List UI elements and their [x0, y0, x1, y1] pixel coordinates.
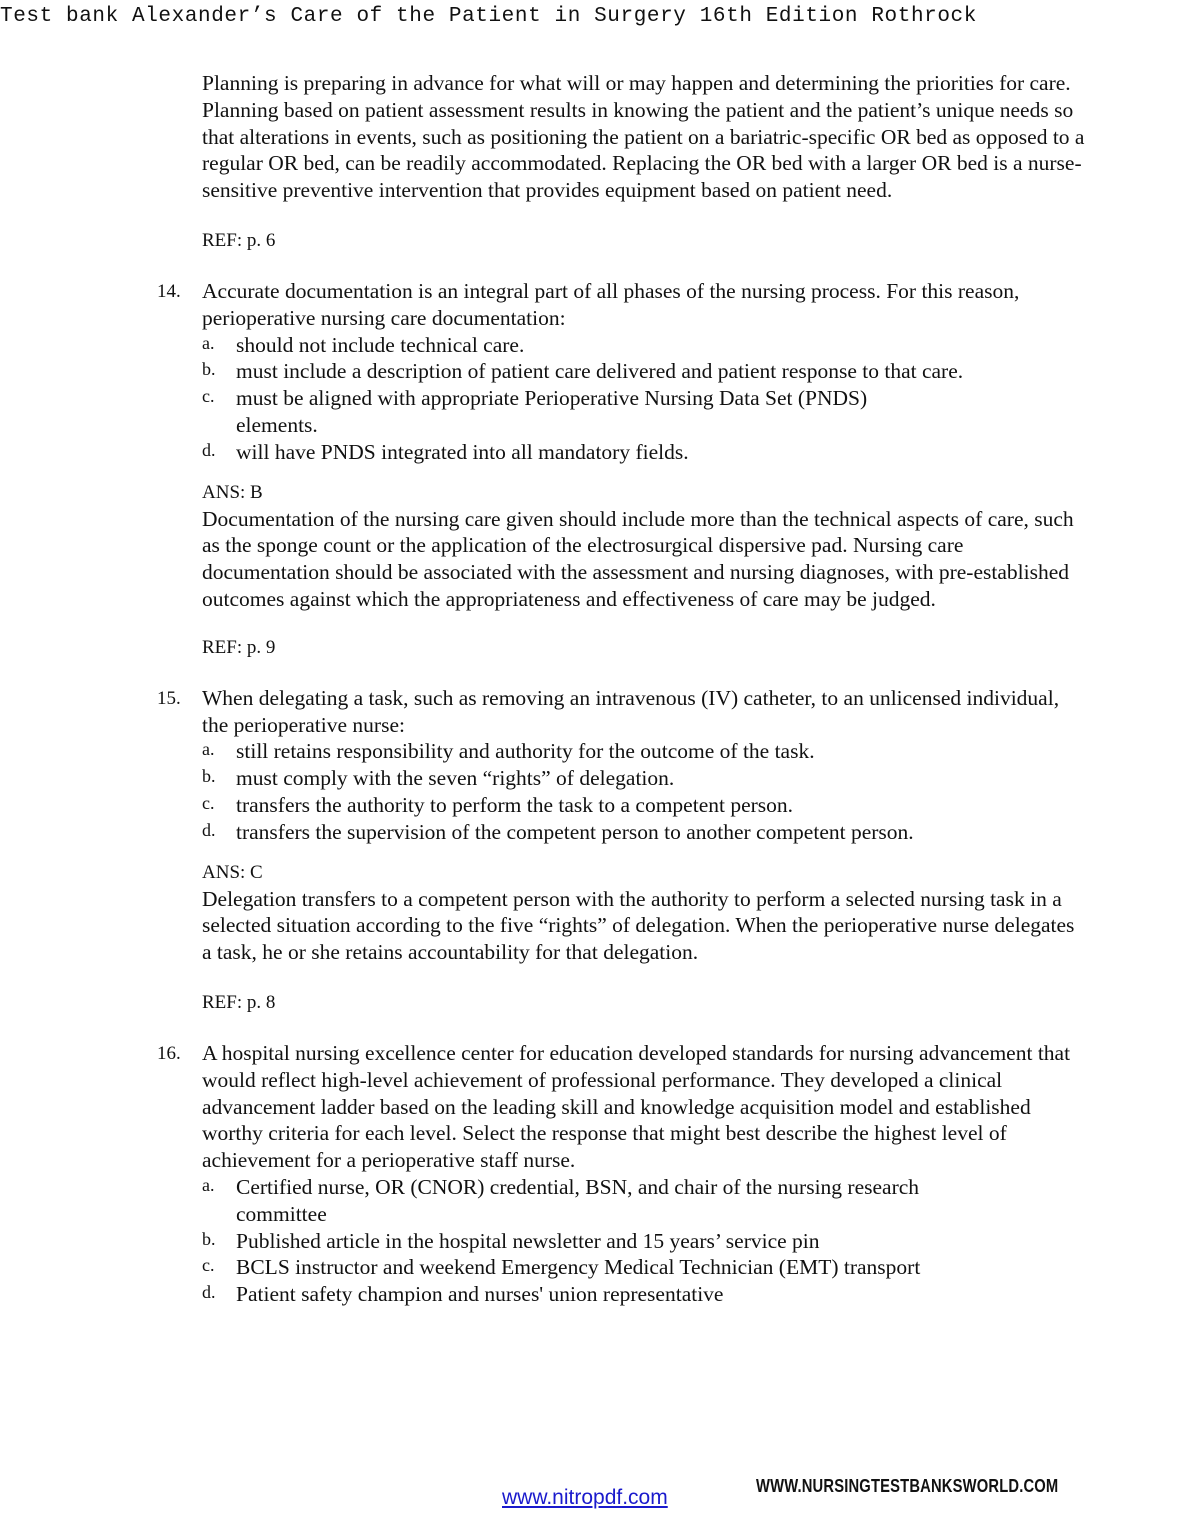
question-stem: Accurate documentation is an integral part of all phases of the nursing process. For this reason, perioperative nursing care documentation: — [202, 278, 1020, 330]
intro-ref: REF: p. 6 — [202, 229, 276, 251]
answer-rationale: Delegation transfers to a competent person with the authority to perform a selected nursing task in a selected situation according to the five “rights” of delegation. When the perioperative nurse delegates a task, he or she retains accountability for that delegation. — [202, 886, 1075, 965]
question-number: 15. — [157, 687, 181, 709]
option-letter: c. — [202, 386, 215, 407]
option-letter: c. — [202, 792, 215, 813]
option-letter: b. — [202, 359, 216, 380]
option-text: must include a description of patient care delivered and patient response to that care. — [236, 359, 964, 384]
option-d — [202, 439, 986, 466]
option-d — [202, 819, 1036, 846]
option-text: transfers the authority to perform the task to a competent person. — [236, 792, 794, 817]
page-header-title: Test bank Alexander’s Care of the Patient in Surgery 16th Edition Rothrock — [0, 5, 977, 28]
option-text: Published article in the hospital newsletter and 15 years’ service pin — [236, 1228, 820, 1253]
option-c — [202, 1254, 1036, 1281]
option-text: will have PNDS integrated into all mandatory fields. — [236, 439, 689, 464]
option-b — [202, 1228, 986, 1255]
option-letter: d. — [202, 819, 216, 840]
question-16 — [0, 1040, 1190, 1308]
option-letter: c. — [202, 1255, 215, 1276]
option-text: Certified nurse, OR (CNOR) credential, BSN, and chair of the nursing research committee — [236, 1174, 920, 1226]
option-text: transfers the supervision of the competent person to another competent person. — [236, 819, 914, 844]
option-letter: d. — [202, 439, 216, 460]
option-a — [202, 332, 986, 359]
option-letter: a. — [202, 1174, 215, 1195]
nitropdf-link[interactable]: www.nitropdf.com — [502, 1486, 668, 1509]
answer-key: ANS: C — [202, 861, 263, 883]
option-letter: b. — [202, 766, 216, 787]
question-15 — [0, 685, 1190, 1016]
option-d — [202, 1281, 986, 1308]
option-c — [202, 385, 936, 439]
option-b — [202, 358, 986, 385]
question-number: 16. — [157, 1042, 181, 1064]
question-stem: When delegating a task, such as removing an intravenous (IV) catheter, to an unlicensed individual, the perioperative nurse: — [202, 685, 1060, 737]
option-a — [202, 1174, 986, 1228]
option-a — [202, 738, 986, 765]
option-letter: a. — [202, 332, 215, 353]
option-text: still retains responsibility and authority for the outcome of the task. — [236, 739, 815, 764]
question-number: 14. — [157, 280, 181, 302]
page-content — [0, 70, 1190, 1308]
option-text: BCLS instructor and weekend Emergency Medical Technician (EMT) transport — [236, 1255, 921, 1280]
option-text: must comply with the seven “rights” of delegation. — [236, 766, 675, 791]
option-text: should not include technical care. — [236, 332, 525, 357]
option-letter: d. — [202, 1282, 216, 1303]
answer-key: ANS: B — [202, 481, 263, 503]
option-letter: a. — [202, 739, 215, 760]
intro-rationale: Planning is preparing in advance for what will or may happen and determining the priorities for care. Planning based on patient assessment results in knowing the patient and the patient’s unique needs so that alterations in events, such as positioning the patient on a bariatric-specific OR bed as opposed to a regular OR bed, can be readily accommodated. Replacing the OR bed with a larger OR bed is a nurse-sensitive preventive intervention that provides equipment based on patient need. — [202, 71, 1085, 203]
answer-rationale: Documentation of the nursing care given should include more than the technical aspects of care, such as the sponge count or the application of the electrosurgical dispersive pad. Nursing care documentation should be associated with the assessment and nursing diagnoses, with pre-established outcomes against which the appropriateness and effectiveness of care may be judged. — [202, 506, 1074, 611]
question-stem: A hospital nursing excellence center for education developed standards for nursing advancement that would reflect high-level achievement of professional performance. They developed a clinical advancement ladder based on the leading skill and knowledge acquisition model and established worthy criteria for each level. Select the response that might best describe the highest level of achievement for a perioperative staff nurse. — [202, 1040, 1071, 1173]
option-b — [202, 765, 986, 792]
question-ref: REF: p. 8 — [202, 991, 276, 1013]
option-c — [202, 792, 986, 819]
watermark-text: WWW.NURSINGTESTBANKSWORLD.COM — [756, 1476, 1059, 1496]
option-text: must be aligned with appropriate Perioperative Nursing Data Set (PNDS) elements. — [236, 386, 868, 437]
option-text: Patient safety champion and nurses' union representative — [236, 1282, 724, 1307]
question-ref: REF: p. 9 — [202, 636, 276, 658]
option-letter: b. — [202, 1228, 216, 1249]
question-14 — [0, 278, 1190, 661]
